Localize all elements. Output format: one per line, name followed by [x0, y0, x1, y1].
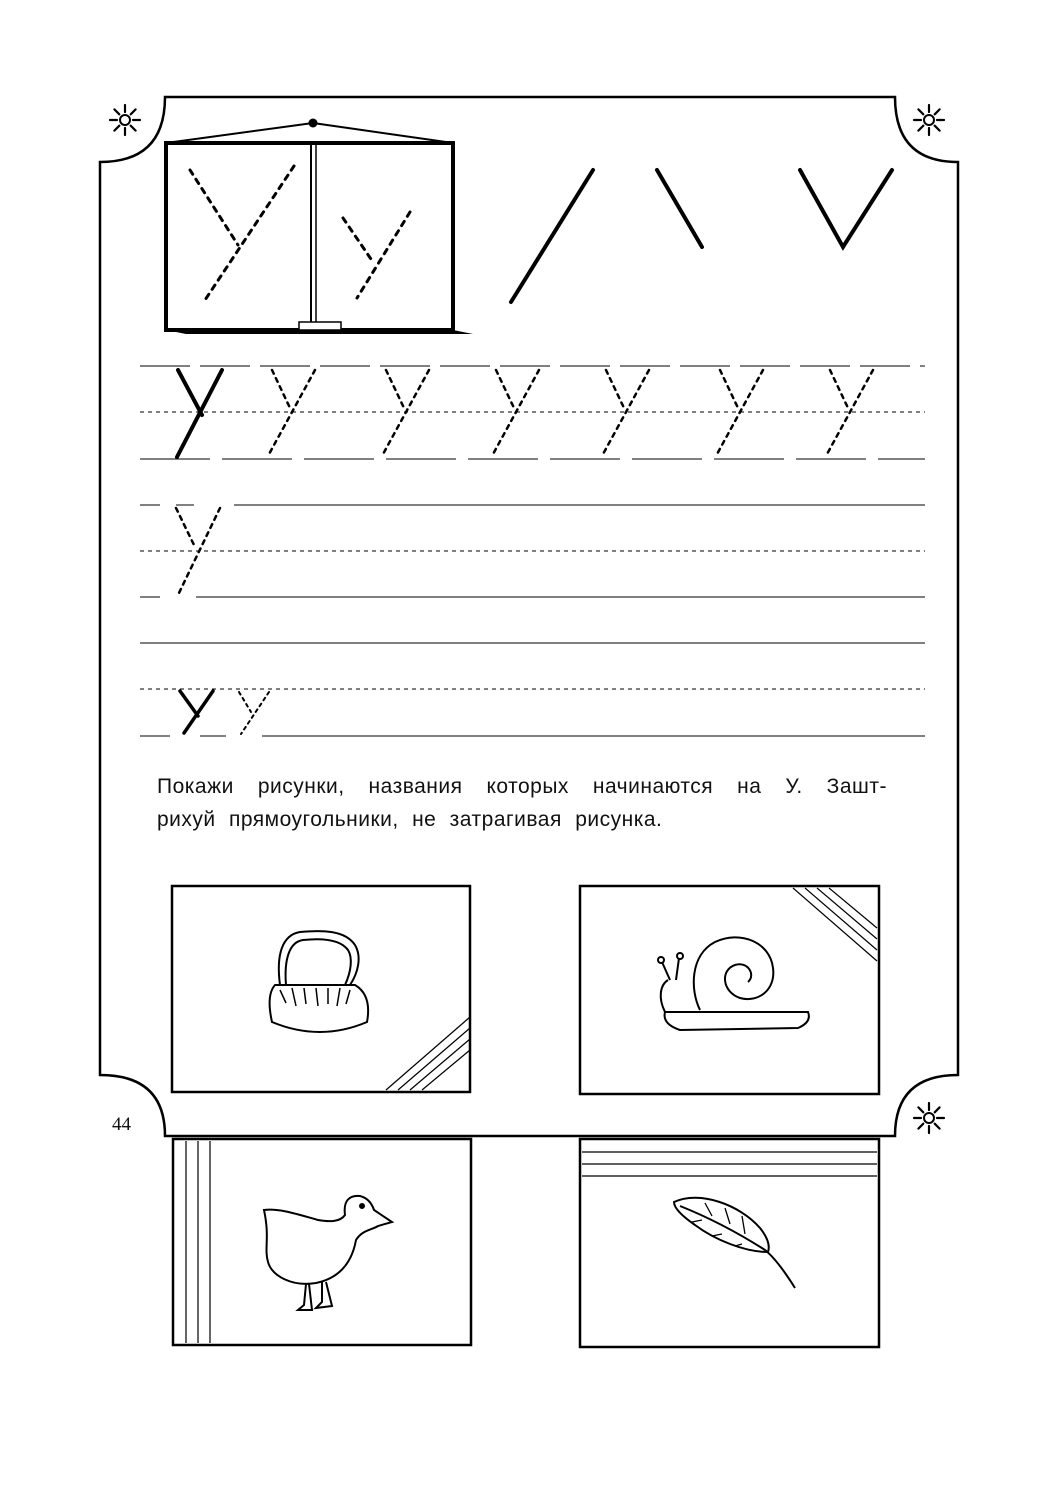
picture-card-handbag: [172, 886, 470, 1092]
writing-lines-2: [140, 505, 925, 597]
writing-lines-3: [140, 643, 925, 736]
picture-card-feather: [580, 1139, 879, 1347]
stroke-elements: [511, 170, 892, 302]
flower-ornament-icon: [914, 1103, 944, 1133]
flower-ornament-icon: [110, 105, 140, 135]
instruction-line-1: Покажи рисунки, названия которых начинаются на У. Зашт-: [157, 775, 887, 798]
page-frame: [100, 97, 958, 1136]
picture-card-duck: [173, 1139, 471, 1345]
instruction-text: [157, 770, 887, 836]
picture-card-snail: [580, 886, 879, 1094]
feather-icon: [674, 1198, 795, 1288]
writing-lines-1: [140, 366, 925, 459]
duck-icon: [264, 1196, 392, 1310]
snail-icon: [658, 937, 809, 1030]
handbag-icon: [270, 931, 369, 1032]
chalkboard: [166, 119, 473, 335]
instruction-line-2: рихуй прямоугольники, не затрагивая рисунка.: [157, 808, 663, 831]
flower-ornament-icon: [914, 105, 944, 135]
page-number: 44: [112, 1114, 131, 1135]
